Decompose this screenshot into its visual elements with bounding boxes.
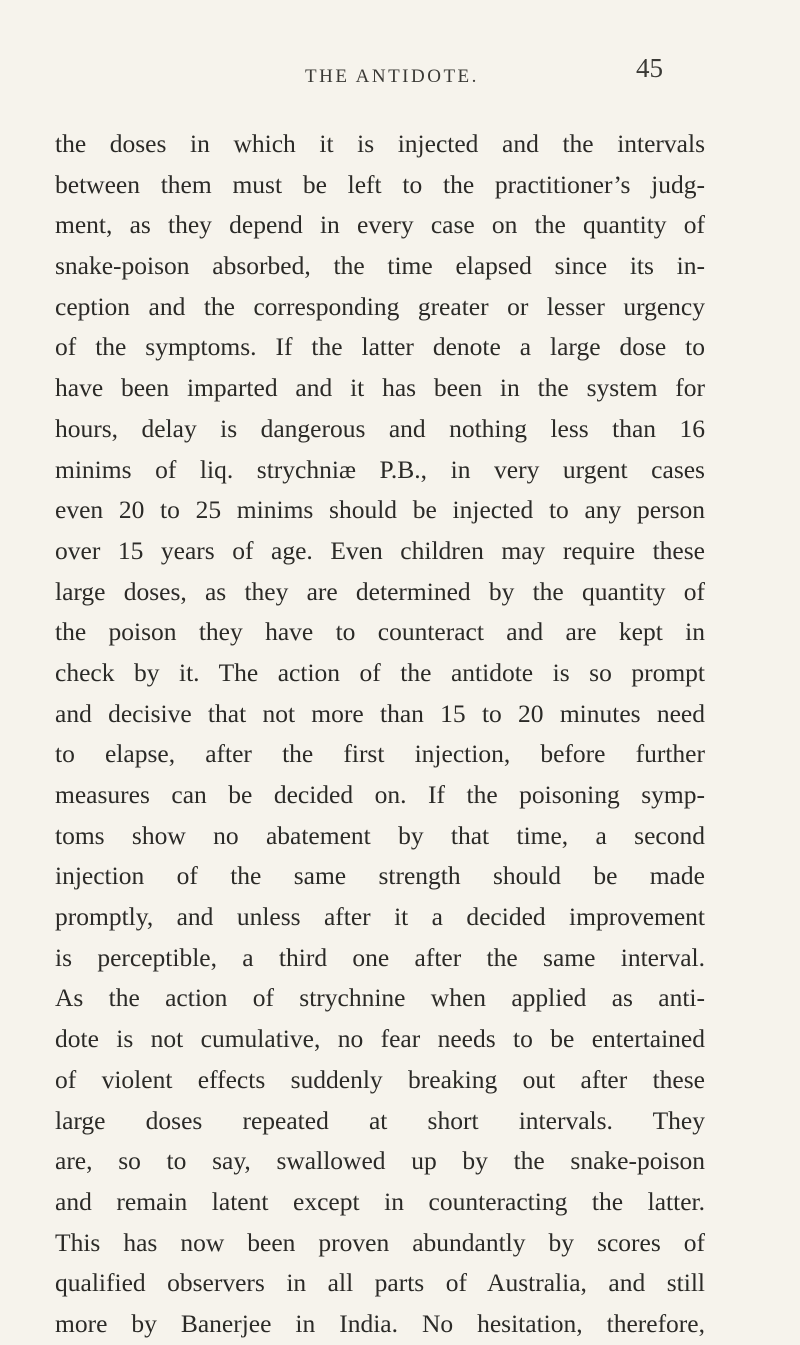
text-line: of the symptoms. If the latter denote a large dose to bbox=[55, 332, 705, 362]
text-line: large doses, as they are determined by the quantity of bbox=[55, 576, 705, 606]
text-line: snake-poison absorbed, the time elapsed since its in- bbox=[55, 251, 705, 281]
body-text bbox=[55, 124, 705, 1345]
text-line: injection of the same strength should be made bbox=[55, 861, 705, 891]
text-line: minims of liq. strychniæ P.B., in very urgent cases bbox=[55, 454, 705, 484]
text-line: check by it. The action of the antidote is so prompt bbox=[55, 657, 705, 687]
running-head: THE ANTIDOTE. bbox=[305, 66, 479, 87]
page-number: 45 bbox=[636, 53, 663, 83]
text-line: and decisive that not more than 15 to 20 minutes need bbox=[55, 698, 705, 728]
text-line: even 20 to 25 minims should be injected to any person bbox=[55, 495, 705, 525]
text-line: dote is not cumulative, no fear needs to be entertained bbox=[55, 1024, 705, 1054]
text-line: to elapse, after the first injection, before further bbox=[55, 739, 705, 769]
text-line: are, so to say, swallowed up by the snake-poison bbox=[55, 1146, 705, 1176]
text-line: have been imparted and it has been in the system for bbox=[55, 373, 705, 403]
text-line: large doses repeated at short intervals. They bbox=[55, 1105, 705, 1135]
text-line: and remain latent except in counteracting the latter. bbox=[55, 1186, 705, 1216]
text-line: of violent effects suddenly breaking out after these bbox=[55, 1064, 705, 1094]
text-line: is perceptible, a third one after the same interval. bbox=[55, 942, 705, 972]
text-line: over 15 years of age. Even children may require these bbox=[55, 535, 705, 565]
text-line: the doses in which it is injected and the intervals bbox=[55, 129, 705, 158]
text-line: promptly, and unless after it a decided improvement bbox=[55, 902, 705, 932]
text-line: This has now been proven abundantly by scores of bbox=[55, 1227, 705, 1257]
text-line: qualified observers in all parts of Australia, and still bbox=[55, 1268, 705, 1298]
text-line: ment, as they depend in every case on the quantity of bbox=[55, 210, 705, 240]
text-line: ception and the corresponding greater or lesser urgency bbox=[55, 291, 705, 321]
text-line: toms show no abatement by that time, a second bbox=[55, 820, 705, 850]
text-line: between them must be left to the practitioner’s judg- bbox=[55, 169, 705, 199]
text-line: the poison they have to counteract and are kept in bbox=[55, 617, 705, 647]
text-line: more by Banerjee in India. No hesitation, therefore, bbox=[55, 1308, 705, 1338]
text-line: As the action of strychnine when applied as anti- bbox=[55, 983, 705, 1013]
text-line: measures can be decided on. If the poisoning symp- bbox=[55, 780, 705, 809]
text-line: hours, delay is dangerous and nothing less than 16 bbox=[55, 413, 705, 443]
